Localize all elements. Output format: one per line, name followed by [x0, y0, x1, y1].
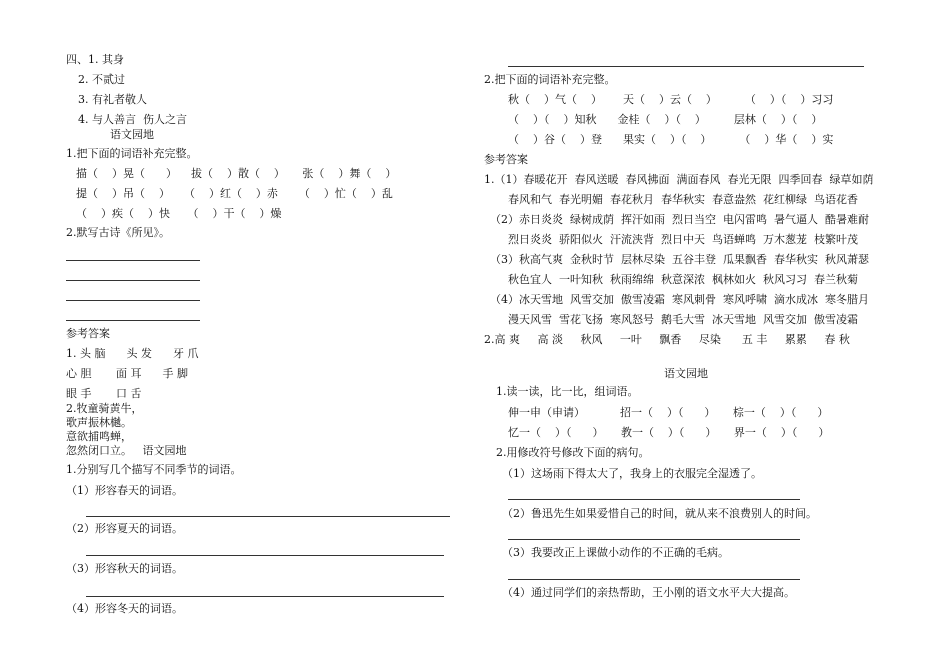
fill-row: （ ）疾（ ）快 （ ）干（ ）燥	[76, 207, 282, 220]
reference-row: 2.高 爽 高 淡 秋风 一叶 飘香 尽染 五 丰 累累 春 秋	[484, 333, 850, 346]
question-title: 1.分别写几个描写不同季节的词语。	[66, 463, 242, 476]
answer-line: 四、1. 其身	[66, 53, 124, 66]
fill-row: （ ）谷（ ）登 果实（ ）（ ） （ ）华（ ）实	[508, 133, 834, 146]
sentence-item: （1）这场雨下得太大了，我身上的衣服完全湿透了。	[502, 467, 762, 480]
question-title: 2.用修改符号修改下面的病句。	[496, 446, 650, 459]
section-title: 语文园地	[664, 367, 708, 380]
reference-row: 春风和气 春光明媚 春花秋月 春华秋实 春意盎然 花红柳绿 鸟语花香	[508, 193, 858, 206]
poem-line: 忽然闭口立。 语文园地	[66, 444, 187, 457]
answer-line-blank	[66, 260, 200, 261]
section-title: 语文园地	[110, 128, 154, 141]
sentence-item: （3）我要改正上课做小动作的不正确的毛病。	[502, 546, 729, 559]
fill-row: 描（ ）晃（ ） 拔（ ）散（ ） 张（ ）舞（ ）	[76, 167, 397, 180]
question-title: 2.把下面的词语补充完整。	[484, 73, 616, 86]
season-prompt: （2）形容夏天的词语。	[66, 522, 183, 535]
answer-line-blank	[86, 596, 444, 597]
answer-line-blank	[508, 539, 800, 540]
reference-row: 眼 手 口 舌	[66, 387, 142, 400]
reference-row: 漫天风雪 雪花飞扬 寒风怒号 鹅毛大雪 冰天雪地 风雪交加 傲雪凌霜	[508, 313, 858, 326]
question-title: 1.读一读，比一比，组词语。	[496, 385, 639, 398]
answer-line: 4. 与人善言 伤人之言	[78, 113, 187, 126]
question-title: 1.把下面的词语补充完整。	[66, 147, 198, 160]
fill-row: 提（ ）吊（ ） （ ）红（ ）赤 （ ）忙（ ）乱	[76, 187, 393, 200]
fill-row: 秋（ ）气（ ） 天（ ）云（ ） （ ）（ ）习习	[508, 93, 834, 106]
reference-row: 1. 头 脑 头 发 牙 爪	[66, 347, 199, 360]
word-row: 忆一（ ）（ ） 教一（ ）（ ） 界一（ ）（ ）	[508, 426, 830, 439]
poem-line: 2.牧童骑黄牛，	[66, 402, 143, 415]
answer-line-blank	[66, 300, 200, 301]
reference-row: 秋色宜人 一叶知秋 秋雨绵绵 秋意深浓 枫林如火 秋风习习 春兰秋菊	[508, 273, 858, 286]
reference-row: （2）赤日炎炎 绿树成荫 挥汗如雨 烈日当空 电闪雷鸣 暑气逼人 酷暑难耐	[490, 213, 869, 226]
poem-line: 歌声振林樾。	[66, 416, 132, 429]
reference-row: 心 胆 面 耳 手 脚	[66, 367, 188, 380]
sentence-item: （4）通过同学们的亲热帮助，王小刚的语文水平大大提高。	[502, 586, 795, 599]
answer-line-blank	[508, 579, 800, 580]
reference-row: （4）冰天雪地 风雪交加 傲雪凌霜 寒风刺骨 寒风呼啸 滴水成冰 寒冬腊月	[490, 293, 869, 306]
answer-line-blank	[508, 66, 864, 67]
reference-title: 参考答案	[484, 153, 528, 166]
answer-line: 3. 有礼者敬人	[78, 93, 147, 106]
answer-line-blank	[86, 555, 444, 556]
reference-row: 1.（1）春暖花开 春风送暖 春风拂面 满面春风 春光无限 四季回春 绿草如荫	[484, 173, 874, 186]
fill-row: （ ）（ ）知秋 金桂（ ）（ ） 层林（ ）（ ）	[508, 113, 823, 126]
season-prompt: （1）形容春天的词语。	[66, 484, 183, 497]
reference-row: （3）秋高气爽 金秋时节 层林尽染 五谷丰登 瓜果飘香 春华秋实 秋风萧瑟	[490, 253, 869, 266]
answer-line: 2. 不贰过	[78, 73, 125, 86]
reference-row: 烈日炎炎 骄阳似火 汗流浃背 烈日中天 鸟语蝉鸣 万木葱茏 枝繁叶茂	[508, 233, 858, 246]
answer-line-blank	[86, 516, 450, 517]
answer-line-blank	[66, 320, 200, 321]
answer-line-blank	[66, 280, 200, 281]
reference-title: 参考答案	[66, 327, 110, 340]
answer-line-blank	[508, 499, 800, 500]
season-prompt: （3）形容秋天的词语。	[66, 562, 183, 575]
poem-line: 意欲捕鸣蝉，	[66, 430, 132, 443]
season-prompt: （4）形容冬天的词语。	[66, 602, 183, 615]
word-row: 伸一申（申请） 招一（ ）（ ） 棕一（ ）（ ）	[508, 406, 829, 419]
sentence-item: （2）鲁迅先生如果爱惜自己的时间，就从来不浪费别人的时间。	[502, 507, 817, 520]
question-title: 2.默写古诗《所见》。	[66, 226, 170, 239]
